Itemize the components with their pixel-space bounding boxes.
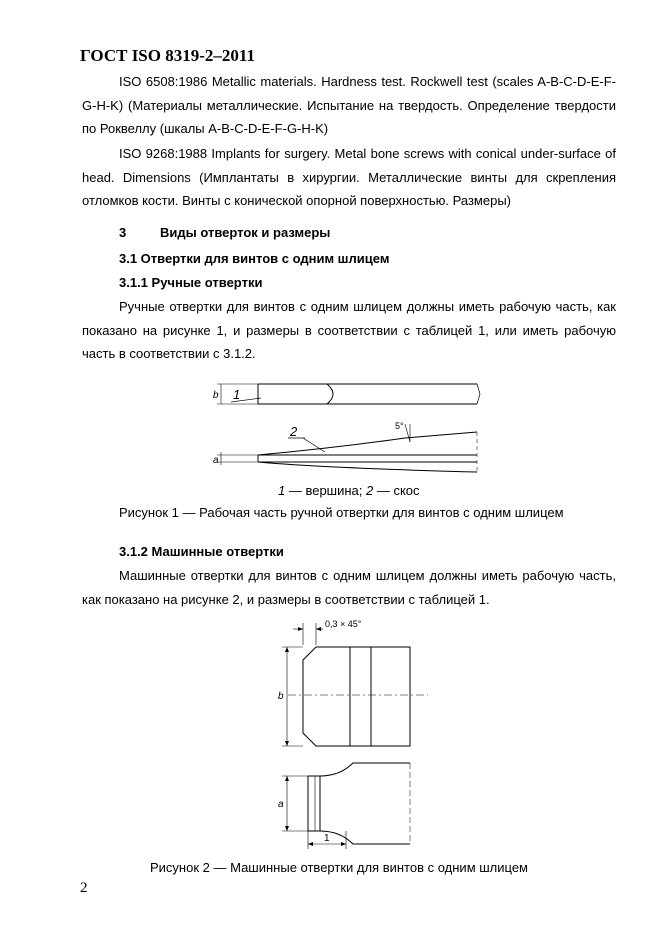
section-3-1-1-title: 3.1.1 Ручные отвертки: [119, 275, 263, 290]
section-3-1-2-title: 3.1.2 Машинные отвертки: [119, 544, 284, 559]
legend-t2: — скос: [373, 483, 420, 498]
document-header: ГОСТ ISO 8319-2–2011: [80, 46, 255, 65]
section-3-1-2-text: [82, 564, 616, 611]
page-number: 2: [80, 880, 88, 896]
label-1: 1: [233, 387, 241, 402]
arrow: [285, 826, 289, 831]
label-2: 2: [290, 424, 298, 439]
arrow: [316, 627, 321, 631]
paragraph-text: Ручные отвертки для винтов с одним шлицем должны иметь рабочую часть, как показано на рисунке 1, и размеры в соответствии с таблицей 1, или иметь рабочую часть в соответствии с 3.1.2.: [82, 299, 616, 361]
label-a: a: [213, 455, 219, 466]
legend-t1: — вершина;: [285, 483, 367, 498]
arrow: [308, 842, 313, 846]
paragraph-text: Машинные отвертки для винтов с одним шлицем должны иметь рабочую часть, как показано на рисунке 2, и размеры в соответствии с таблицей 1.: [82, 568, 616, 607]
label-1: 1: [324, 833, 330, 844]
label-a: a: [278, 799, 284, 810]
break-line: [477, 384, 480, 394]
figure-1-caption: Рисунок 1 — Рабочая часть ручной отвертки для винтов с одним шлицем: [119, 505, 564, 520]
figure-2-caption: Рисунок 2 — Машинные отвертки для винтов с одним шлицем: [150, 860, 528, 875]
legend-n2: 2: [366, 483, 374, 498]
figure-1-drawing: [205, 378, 490, 478]
label-angle: 5°: [395, 421, 404, 431]
figure-2-drawing: [268, 615, 428, 860]
label-b: b: [278, 691, 284, 702]
section-3-title: Виды отверток и размеры: [160, 225, 331, 240]
side-outline: [308, 763, 410, 844]
section-3-1-1-text: [82, 295, 616, 366]
reference-iso-9268: [82, 142, 616, 213]
blade-curve: [327, 384, 333, 404]
angle-mark: [405, 424, 410, 442]
arrow: [341, 842, 346, 846]
section-3-number: 3: [119, 225, 127, 240]
arrow: [285, 647, 289, 652]
reference-iso-6508: [82, 70, 616, 141]
arrow: [285, 776, 289, 781]
label-chamfer: 0,3 × 45°: [325, 619, 362, 629]
arrow: [298, 627, 303, 631]
reference-text: ISO 9268:1988 Implants for surgery. Metal bone screws with conical under-surface of head. Dimensions (Имплантаты в хирургии. Металлические винты для скрепления отломков кости. Винты с конической опорной поверхностью. Размеры): [82, 146, 616, 208]
label-b: b: [213, 390, 219, 401]
arrow: [285, 741, 289, 746]
side-taper-bottom: [258, 462, 477, 472]
legend-n1: 1: [278, 483, 286, 498]
reference-text: ISO 6508:1986 Metallic materials. Hardness test. Rockwell test (scales A-B-C-D-E-F-G-H-K) (Материалы металлические. Испытание на твердость. Определение твердости по Роквеллу (шкалы A-B-C-D-E-F-G-H-K): [82, 74, 616, 136]
break-line: [477, 394, 480, 404]
section-3-1-title: 3.1 Отвертки для винтов с одним шлицем: [119, 251, 390, 266]
figure-1-legend: [278, 483, 420, 498]
bit-outline: [303, 647, 410, 746]
